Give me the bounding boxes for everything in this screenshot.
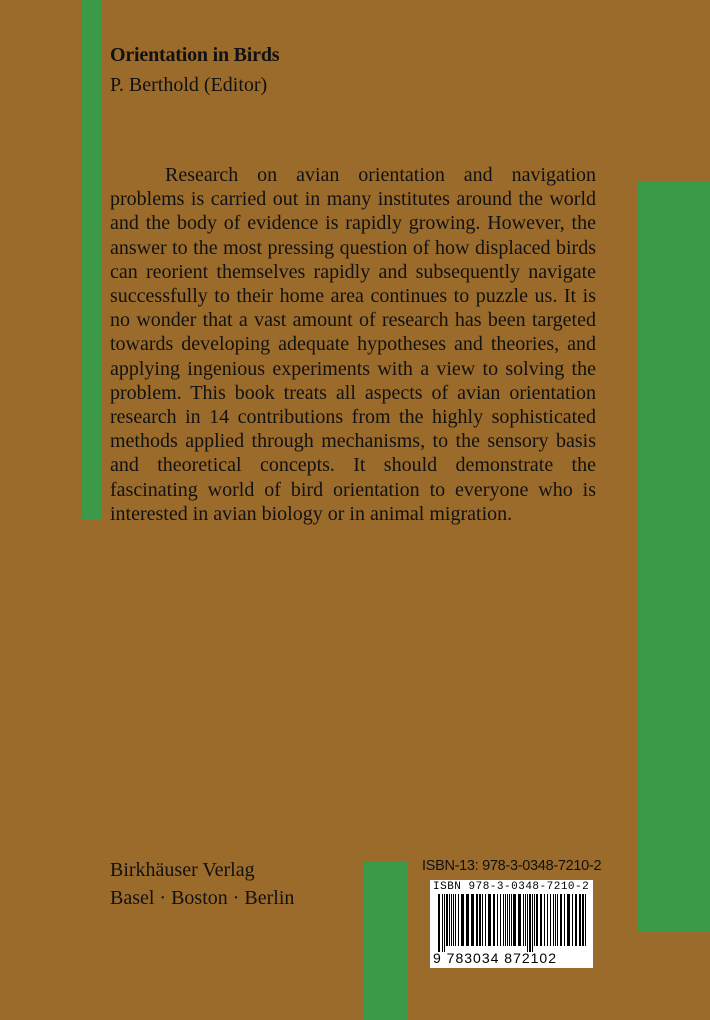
barcode-bar (518, 894, 521, 946)
publisher-cities: Basel · Boston · Berlin (110, 887, 295, 909)
barcode-bar (540, 894, 542, 946)
barcode-bar (582, 894, 584, 946)
barcode-bar (509, 894, 510, 946)
barcode-bar (523, 894, 524, 946)
barcode-bar (505, 894, 506, 946)
book-title: Orientation in Birds (110, 44, 280, 66)
barcode-bar (461, 894, 464, 946)
barcode-bar (525, 894, 526, 946)
barcode-bar (471, 894, 474, 946)
barcode-isbn-text: ISBN 978-3-0348-7210-2 (433, 881, 590, 893)
book-editor: P. Berthold (Editor) (110, 74, 268, 96)
barcode-bar (511, 894, 512, 946)
barcode-bar (455, 894, 456, 946)
barcode-bar (500, 894, 501, 946)
barcode-bar (527, 894, 528, 952)
barcode-bar (444, 894, 445, 952)
barcode-bar (555, 894, 556, 946)
barcode-bars-icon (430, 894, 593, 952)
barcode-bar (458, 894, 459, 946)
barcode-bar (557, 894, 558, 946)
green-stripe-left (82, 0, 101, 519)
barcode-digits: 9 783034 872102 (433, 950, 557, 966)
publisher-block (110, 856, 294, 912)
barcode-bar (575, 894, 577, 946)
publisher-name: Birkhäuser Verlag (110, 859, 255, 881)
barcode-bar (567, 894, 570, 946)
barcode-bar (560, 894, 562, 946)
barcode-bar (451, 894, 452, 946)
barcode-bar (547, 894, 548, 946)
barcode-bar (529, 894, 531, 952)
barcode-bar (438, 894, 440, 952)
barcode-bar (532, 894, 533, 952)
barcode-bar (482, 894, 483, 946)
barcode-bar (485, 894, 486, 946)
barcode-bar (534, 894, 535, 946)
book-description: Research on avian orientation and navigation problems is carried out in many institutes around the world and the body of evidence is rapidly growing. However, the answer to the most pressing question of how displaced birds can reorient themselves rapidly and subsequently navigate successfully to their home area continues to puzzle us. It is no wonder that a vast amount of research has been targeted towards developing adequate hypotheses and theories, and applying ingenious experiments with a view to solving the problem. This book treats all aspects of avian orientation research in 14 contributions from the highly sophisticated methods applied through mechanisms, to the sensory basis and theoretical concepts. It should demonstrate the fascinating world of bird orientation to everyone who is interested in avian biology or in animal migration. (110, 164, 596, 525)
isbn-label: ISBN-13: 978-3-0348-7210-2 (422, 858, 602, 874)
barcode-bar (564, 894, 565, 946)
barcode-bar (442, 894, 443, 952)
barcode-bar (497, 894, 498, 946)
barcode-bar (550, 894, 551, 946)
barcode-bar (585, 894, 586, 946)
green-stripe-right (637, 182, 710, 932)
barcode (430, 880, 593, 968)
barcode-bar (579, 894, 581, 946)
barcode-bar (503, 894, 504, 946)
barcode-bar (466, 894, 469, 946)
barcode-bar (572, 894, 573, 946)
barcode-bar (544, 894, 545, 946)
barcode-bar (479, 894, 481, 946)
barcode-bar (449, 894, 450, 946)
barcode-bar (446, 894, 448, 946)
barcode-bar (493, 894, 495, 946)
barcode-bar (453, 894, 454, 946)
barcode-bar (553, 894, 554, 946)
green-stripe-bottom (364, 862, 408, 1020)
barcode-bar (488, 894, 491, 946)
barcode-bar (476, 894, 478, 946)
barcode-bar (513, 894, 516, 946)
barcode-bar (507, 894, 508, 946)
barcode-bar (536, 894, 538, 946)
